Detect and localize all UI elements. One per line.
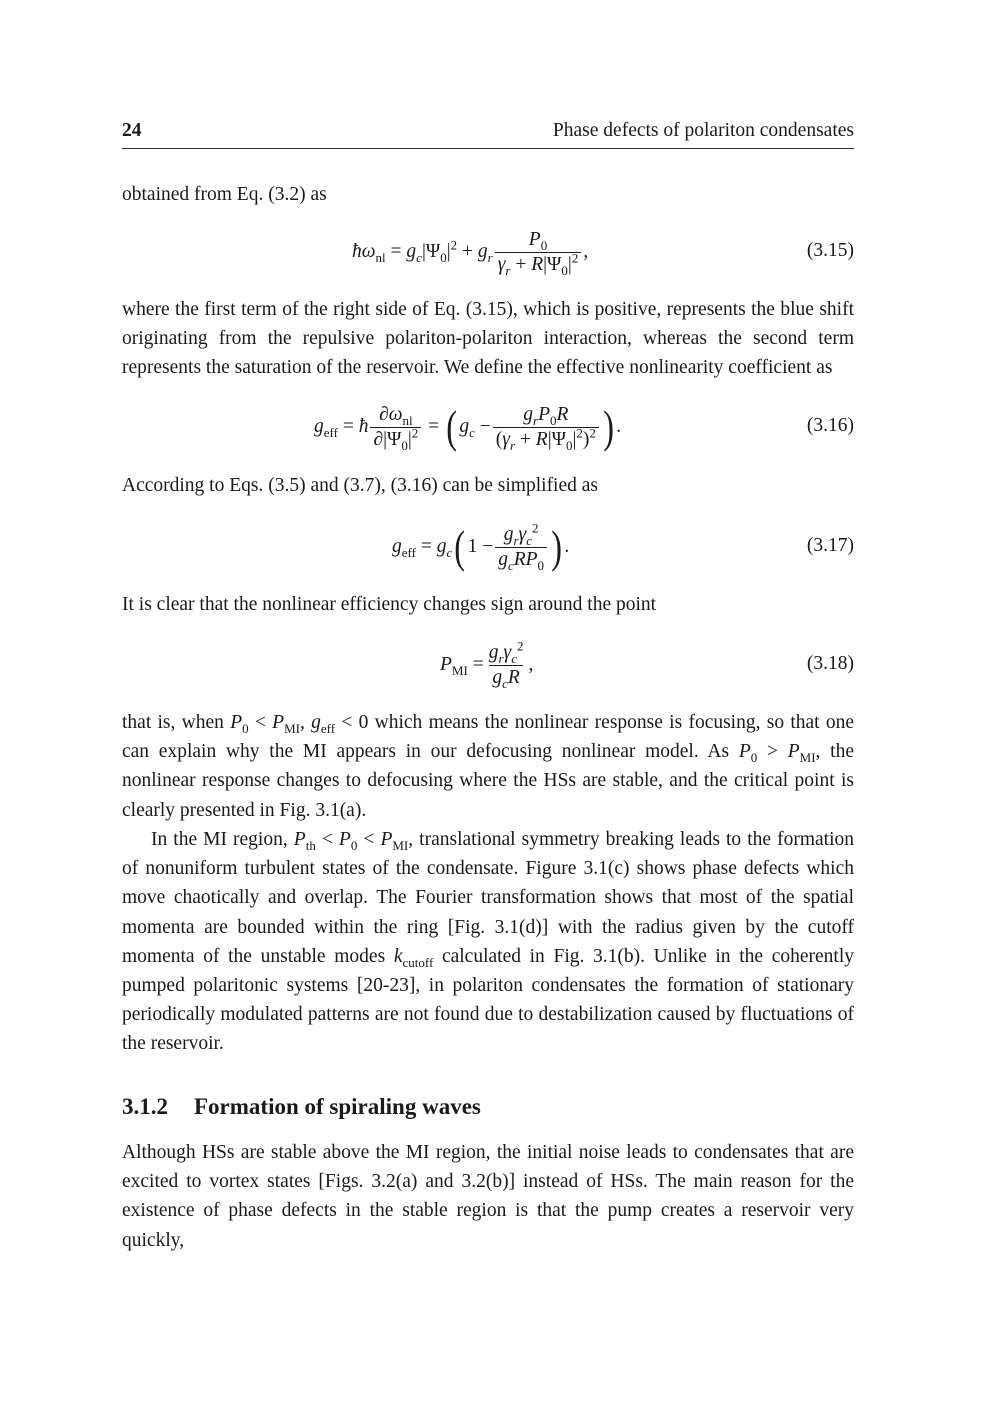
paragraph-4: It is clear that the nonlinear efficiency changes sign around the point [122,594,657,615]
paragraph-6-part-b: , translational symmetry breaking leads to the formation of nonuniform turbulent states of the condensate. Figure 3.1(c) shows phase defects which move chaotically and overlap. The Fourier transformation shows that most of the spatial momenta are bounded within the ring [Fig. 3.1(d)] with the radius given by the cutoff momenta of the unstable modes [122,829,854,967]
section-title: Formation of spiraling waves [194,1094,481,1119]
paragraph-1: obtained from Eq. (3.2) as [122,184,327,205]
equation-number-3-16: (3.16) [806,415,854,436]
paragraph-5-part-a: that is, when [122,712,231,733]
section-heading [122,1094,854,1120]
equation-3-16-body: $g_{eff}$ = ħ $\frac{\partial\omega_{nl}}{\partial|\Psi_0|^2}$ = ( $g_c$ − $\frac{g_rP_0R}{(\gamma_r + R|\Psi_0|^2)^2}$ ) . [314,401,622,453]
paragraph-6-part-a: In the MI region, [151,829,294,850]
paragraph-2: where the first term of the right side of Eq. (3.15), which is positive, represents the blue shift originating from the repulsive polariton-polariton interaction, whereas the second term represents the saturation of the reservoir. We define the effective nonlinearity coefficient as [122,299,854,379]
equation-3-16 [122,398,854,456]
section-number: 3.1.2 [122,1094,168,1119]
paragraph-6-part-c: calculated in Fig. 3.1(b). Unlike in the coherently pumped polaritonic systems [20-23], in polariton condensates the formation of stationary periodically modulated patterns are not found due to destabilization caused by fluctuations of the reservoir. [122,945,854,1055]
page-number: 24 [122,120,142,141]
running-header [122,120,854,149]
running-title: Phase defects of polariton condensates [552,120,854,141]
equation-number-3-17: (3.17) [806,535,854,556]
equation-3-17 [122,518,854,576]
paragraph-6: In the MI region, $P_{th} < P_0 < P_{MI}$, translational symmetry breaking leads to the formation of nonuniform turbulent states of the condensate. Figure 3.1(c) shows phase defects which move chaotically and overlap. The Fourier transformation shows that most of the spatial momenta are bounded within the ring [Fig. 3.1(d)] with the radius given by the cutoff momenta of the unstable modes $k_{cutoff}$ calculated in Fig. 3.1(b). Unlike in the coherently pumped polaritonic systems [20-23], in polariton condensates the formation of stationary periodically modulated patterns are not found due to destabilization caused by fluctuations of the reservoir. [122,829,854,1055]
paragraph-7: Although HSs are stable above the MI region, the initial noise leads to condensates that are excited to vortex states [Figs. 3.2(a) and 3.2(b)] instead of HSs. The main reason for the existence of phase defects in the stable region is that the pump creates a reservoir very quickly, [122,1142,854,1251]
equation-3-15 [122,224,854,280]
equation-number-3-15: (3.15) [806,240,854,261]
paragraph-5-part-b: which means the nonlinear response is focusing, so that one can explain why the MI appears in our defocusing nonlinear model. As [122,712,855,763]
equation-3-15-body: $ħ\omega_{nl} = g_c|\Psi_0|^2 + g_r$ $\frac{P_0}{\gamma_r + R|\Psi_0|^2}$ , [352,228,589,278]
equation-3-18 [122,636,854,694]
equation-3-18-body: $P_{MI}$ = $\frac{g_r\gamma_c^2}{g_cR}$ , [440,638,534,691]
paragraph-5-part-c: , the nonlinear response changes to defocusing where the HSs are stable, and the critical point is clearly presented in Fig. 3.1(a). [122,741,854,821]
paragraph-5: that is, when $P_0 < P_{MI}$, $g_{eff} < 0$ which means the nonlinear response is focusing, so that one can explain why the MI appears in our defocusing nonlinear model. As $P_0 > P_{MI}$, the nonlinear response changes to defocusing where the HSs are stable, and the critical point is clearly presented in Fig. 3.1(a). [122,712,855,821]
paragraph-3: According to Eqs. (3.5) and (3.7), (3.16) can be simplified as [122,475,598,496]
equation-3-17-body: $g_{eff} = g_c$ ( 1 − $\frac{g_r\gamma_c^2}{g_cRP_0}$ ) . [392,520,570,573]
equation-number-3-18: (3.18) [806,653,854,674]
